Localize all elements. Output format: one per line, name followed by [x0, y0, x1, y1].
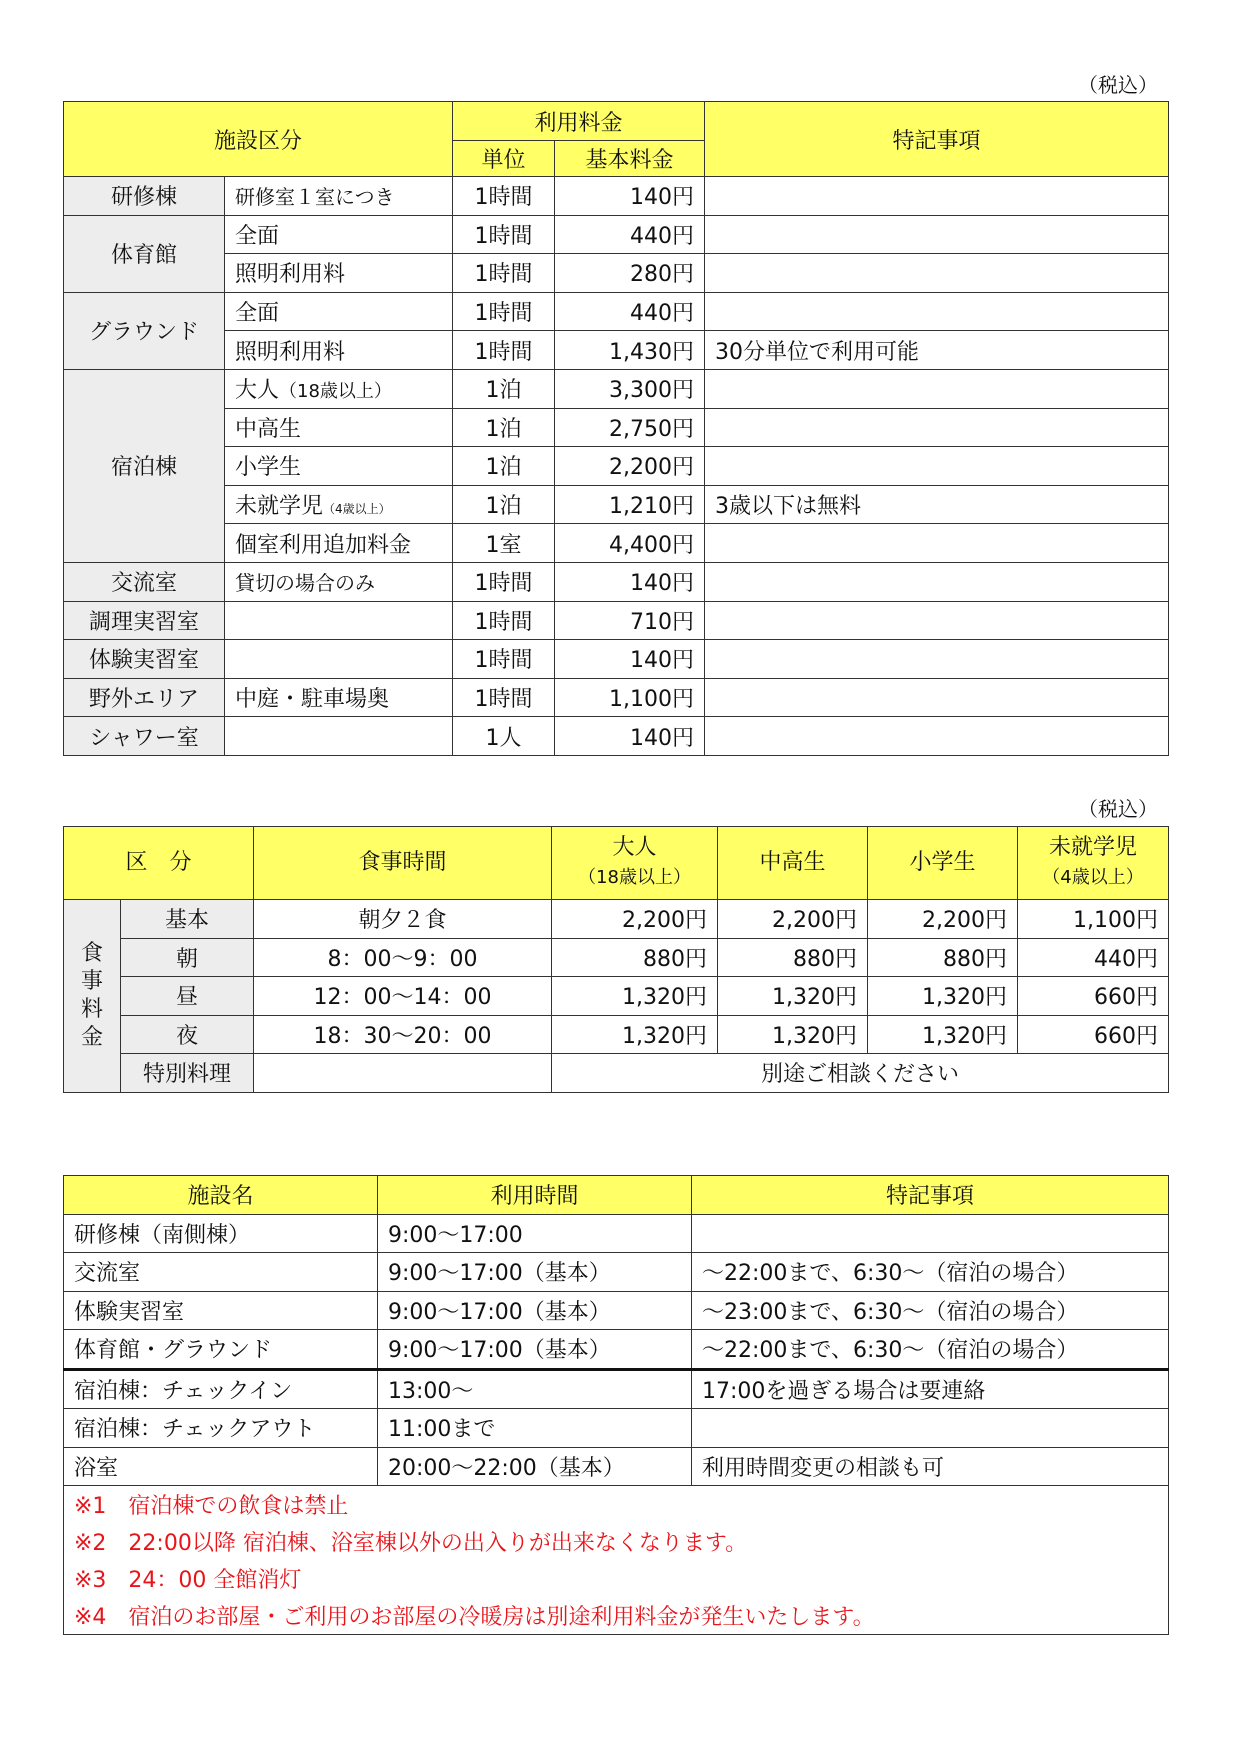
header-remarks: 特記事項: [692, 1176, 1169, 1215]
remark-cell: 〜22:00まで、6:30〜（宿泊の場合）: [692, 1330, 1169, 1370]
subcategory-cell: 研修室１室につき: [225, 177, 453, 216]
fee-cell: 140円: [555, 640, 705, 679]
meal-fee-table: [63, 826, 1169, 1093]
category-cell: 交流室: [64, 562, 225, 601]
header-meal-time: 食事時間: [254, 827, 552, 900]
table-row: [64, 1447, 1169, 1486]
subcategory-cell: 中高生: [225, 408, 453, 447]
subcategory-cell: 全面: [225, 215, 453, 254]
table-row: [64, 1330, 1169, 1370]
adult-fee-cell: 1,320円: [552, 977, 718, 1016]
header-usage-time: 利用時間: [378, 1176, 692, 1215]
remark-cell: [705, 562, 1169, 601]
category-cell: 宿泊棟: [64, 369, 225, 562]
unit-cell: 1時間: [453, 292, 555, 331]
fee-cell: 440円: [555, 292, 705, 331]
subcategory-cell: 貸切の場合のみ: [225, 562, 453, 601]
remark-cell: [692, 1214, 1169, 1253]
table-row: [64, 292, 1169, 331]
remark-cell: [705, 292, 1169, 331]
fee-cell: 440円: [555, 215, 705, 254]
elementary-fee-cell: 880円: [868, 938, 1018, 977]
remark-cell: [692, 1409, 1169, 1448]
header-adult-note: （18歳以上）: [578, 867, 691, 888]
meal-label-cell: 昼: [121, 977, 254, 1016]
unit-cell: 1泊: [453, 369, 555, 408]
table-row: [64, 447, 1169, 486]
preschool-fee-cell: 440円: [1018, 938, 1169, 977]
category-cell: 調理実習室: [64, 601, 225, 640]
table-row: [64, 938, 1169, 977]
fee-cell: 1,430円: [555, 331, 705, 370]
subcategory-cell: 全面: [225, 292, 453, 331]
table-row: [64, 215, 1169, 254]
header-preschool-label: 未就学児: [1049, 835, 1138, 860]
category-cell: グラウンド: [64, 292, 225, 369]
age-note: （18歳以上）: [279, 381, 392, 403]
facility-name-cell: 宿泊棟：チェックイン: [64, 1369, 378, 1409]
table-row: [64, 369, 1169, 408]
adult-fee-cell: 1,320円: [552, 1015, 718, 1054]
table-row: [64, 1253, 1169, 1292]
adult-fee-cell: 880円: [552, 938, 718, 977]
table-row: [64, 1054, 1169, 1093]
unit-cell: 1時間: [453, 601, 555, 640]
usage-time-cell: 13:00〜: [378, 1369, 692, 1409]
elementary-fee-cell: 1,320円: [868, 1015, 1018, 1054]
middle-high-fee-cell: 880円: [718, 938, 868, 977]
subcategory-cell: 小学生: [225, 447, 453, 486]
meal-time-cell: [254, 1054, 552, 1093]
header-base-fee: 基本料金: [555, 141, 705, 177]
meal-time-cell: 朝夕２食: [254, 900, 552, 939]
header-facility: 施設区分: [64, 102, 453, 177]
fee-cell: 140円: [555, 177, 705, 216]
table-row: [64, 254, 1169, 293]
remark-cell: [705, 369, 1169, 408]
header-remarks: 特記事項: [705, 102, 1169, 177]
notes-row: [64, 1523, 1169, 1560]
note-1: ※1 宿泊棟での飲食は禁止: [64, 1486, 1169, 1524]
remark-cell: [705, 447, 1169, 486]
vertical-char: 金: [80, 1024, 103, 1050]
unit-cell: 1時間: [453, 215, 555, 254]
remark-cell: [705, 717, 1169, 756]
fee-cell: 1,210円: [555, 485, 705, 524]
unit-cell: 1泊: [453, 408, 555, 447]
facility-name-cell: 研修棟（南側棟）: [64, 1214, 378, 1253]
header-middle-high: 中高生: [718, 827, 868, 900]
elementary-fee-cell: 1,320円: [868, 977, 1018, 1016]
notes-row: [64, 1560, 1169, 1597]
table-row: [64, 562, 1169, 601]
facility-fee-table: [63, 101, 1169, 756]
subcategory-cell: [225, 485, 453, 524]
middle-high-fee-cell: 2,200円: [718, 900, 868, 939]
usage-time-cell: 9:00〜17:00（基本）: [378, 1330, 692, 1370]
middle-high-fee-cell: 1,320円: [718, 977, 868, 1016]
remark-cell: [705, 601, 1169, 640]
middle-high-fee-cell: 1,320円: [718, 1015, 868, 1054]
note-3: ※3 24：00 全館消灯: [64, 1560, 1169, 1597]
fee-cell: 2,750円: [555, 408, 705, 447]
meal-label-cell: 夜: [121, 1015, 254, 1054]
unit-cell: 1時間: [453, 331, 555, 370]
remark-cell: [705, 215, 1169, 254]
table-row: [64, 485, 1169, 524]
table-row: [64, 977, 1169, 1016]
remark-cell: 〜23:00まで、6:30〜（宿泊の場合）: [692, 1291, 1169, 1330]
tax-note-meals: （税込）: [1078, 797, 1158, 821]
subcategory-cell: 照明利用料: [225, 331, 453, 370]
header-elementary: 小学生: [868, 827, 1018, 900]
fee-cell: 140円: [555, 562, 705, 601]
meal-label-cell: 基本: [121, 900, 254, 939]
remark-cell: [705, 408, 1169, 447]
facility-name-cell: 体育館・グラウンド: [64, 1330, 378, 1370]
usage-time-cell: 9:00〜17:00（基本）: [378, 1291, 692, 1330]
unit-cell: 1時間: [453, 562, 555, 601]
category-cell: 体験実習室: [64, 640, 225, 679]
special-meal-note: 別途ご相談ください: [552, 1054, 1169, 1093]
header-adult: [552, 827, 718, 900]
category-cell: 野外エリア: [64, 678, 225, 717]
header-fee: 利用料金: [453, 102, 705, 141]
fee-cell: 710円: [555, 601, 705, 640]
vertical-char: 食: [80, 940, 103, 966]
table-row: [64, 408, 1169, 447]
fee-cell: 4,400円: [555, 524, 705, 563]
unit-cell: 1時間: [453, 640, 555, 679]
subcategory-cell: [225, 369, 453, 408]
header-facility-name: 施設名: [64, 1176, 378, 1215]
table-row: [64, 1015, 1169, 1054]
remark-cell: [705, 254, 1169, 293]
category-cell: シャワー室: [64, 717, 225, 756]
usage-hours-table: [63, 1175, 1169, 1635]
unit-cell: 1時間: [453, 254, 555, 293]
note-4: ※4 宿泊のお部屋・ご利用のお部屋の冷暖房は別途利用料金が発生いたします。: [64, 1597, 1169, 1635]
category-cell: 体育館: [64, 215, 225, 292]
unit-cell: 1泊: [453, 447, 555, 486]
subcategory-cell: 中庭・駐車場奥: [225, 678, 453, 717]
fee-cell: 280円: [555, 254, 705, 293]
table-row: [64, 331, 1169, 370]
adult-fee-cell: 2,200円: [552, 900, 718, 939]
table-row: [64, 601, 1169, 640]
table-row: [64, 900, 1169, 939]
table-row: [64, 1214, 1169, 1253]
preschool-fee-cell: 1,100円: [1018, 900, 1169, 939]
header-preschool: [1018, 827, 1169, 900]
remark-cell: 〜22:00まで、6:30〜（宿泊の場合）: [692, 1253, 1169, 1292]
subcategory-cell: [225, 601, 453, 640]
preschool-fee-cell: 660円: [1018, 977, 1169, 1016]
usage-time-cell: 11:00まで: [378, 1409, 692, 1448]
facility-name-cell: 交流室: [64, 1253, 378, 1292]
notes-row: [64, 1486, 1169, 1524]
facility-name-cell: 浴室: [64, 1447, 378, 1486]
table-row: [64, 640, 1169, 679]
meal-label-cell: 特別料理: [121, 1054, 254, 1093]
meal-time-cell: 12：00〜14：00: [254, 977, 552, 1016]
remark-cell: 利用時間変更の相談も可: [692, 1447, 1169, 1486]
unit-cell: 1室: [453, 524, 555, 563]
vertical-char: 料: [80, 996, 103, 1022]
vertical-char: 事: [80, 968, 103, 994]
subcategory-cell: [225, 640, 453, 679]
usage-time-cell: 9:00〜17:00（基本）: [378, 1253, 692, 1292]
usage-time-cell: 20:00〜22:00（基本）: [378, 1447, 692, 1486]
table-row: [64, 524, 1169, 563]
notes-row: [64, 1597, 1169, 1635]
subcategory-cell: 個室利用追加料金: [225, 524, 453, 563]
table-row: [64, 678, 1169, 717]
table-row: [64, 1291, 1169, 1330]
preschool-fee-cell: 660円: [1018, 1015, 1169, 1054]
remark-cell: 30分単位で利用可能: [705, 331, 1169, 370]
subcategory-label: 未就学児: [235, 494, 324, 520]
unit-cell: 1時間: [453, 177, 555, 216]
header-unit: 単位: [453, 141, 555, 177]
meal-fee-group-label: [64, 900, 121, 1093]
unit-cell: 1時間: [453, 678, 555, 717]
facility-name-cell: 宿泊棟：チェックアウト: [64, 1409, 378, 1448]
meal-time-cell: 8：00〜9：00: [254, 938, 552, 977]
fee-cell: 3,300円: [555, 369, 705, 408]
unit-cell: 1人: [453, 717, 555, 756]
age-note: （4歳以上）: [323, 502, 391, 517]
remark-cell: [705, 524, 1169, 563]
meal-time-cell: 18：30〜20：00: [254, 1015, 552, 1054]
elementary-fee-cell: 2,200円: [868, 900, 1018, 939]
table-row: [64, 1369, 1169, 1409]
header-preschool-note: （4歳以上）: [1042, 867, 1144, 888]
subcategory-cell: [225, 717, 453, 756]
note-2: ※2 22:00以降 宿泊棟、浴室棟以外の出入りが出来なくなります。: [64, 1523, 1169, 1560]
meal-label-cell: 朝: [121, 938, 254, 977]
header-adult-label: 大人: [612, 835, 657, 860]
category-cell: 研修棟: [64, 177, 225, 216]
header-category: 区 分: [64, 827, 254, 900]
subcategory-cell: 照明利用料: [225, 254, 453, 293]
remark-cell: 17:00を過ぎる場合は要連絡: [692, 1369, 1169, 1409]
remark-cell: [705, 640, 1169, 679]
table-row: [64, 177, 1169, 216]
table-row: [64, 1409, 1169, 1448]
unit-cell: 1泊: [453, 485, 555, 524]
remark-cell: [705, 177, 1169, 216]
remark-cell: 3歳以下は無料: [705, 485, 1169, 524]
facility-name-cell: 体験実習室: [64, 1291, 378, 1330]
tax-note-fees: （税込）: [1078, 73, 1158, 97]
table-row: [64, 717, 1169, 756]
fee-cell: 1,100円: [555, 678, 705, 717]
usage-time-cell: 9:00〜17:00: [378, 1214, 692, 1253]
fee-cell: 140円: [555, 717, 705, 756]
subcategory-label: 大人: [235, 378, 280, 404]
fee-cell: 2,200円: [555, 447, 705, 486]
remark-cell: [705, 678, 1169, 717]
